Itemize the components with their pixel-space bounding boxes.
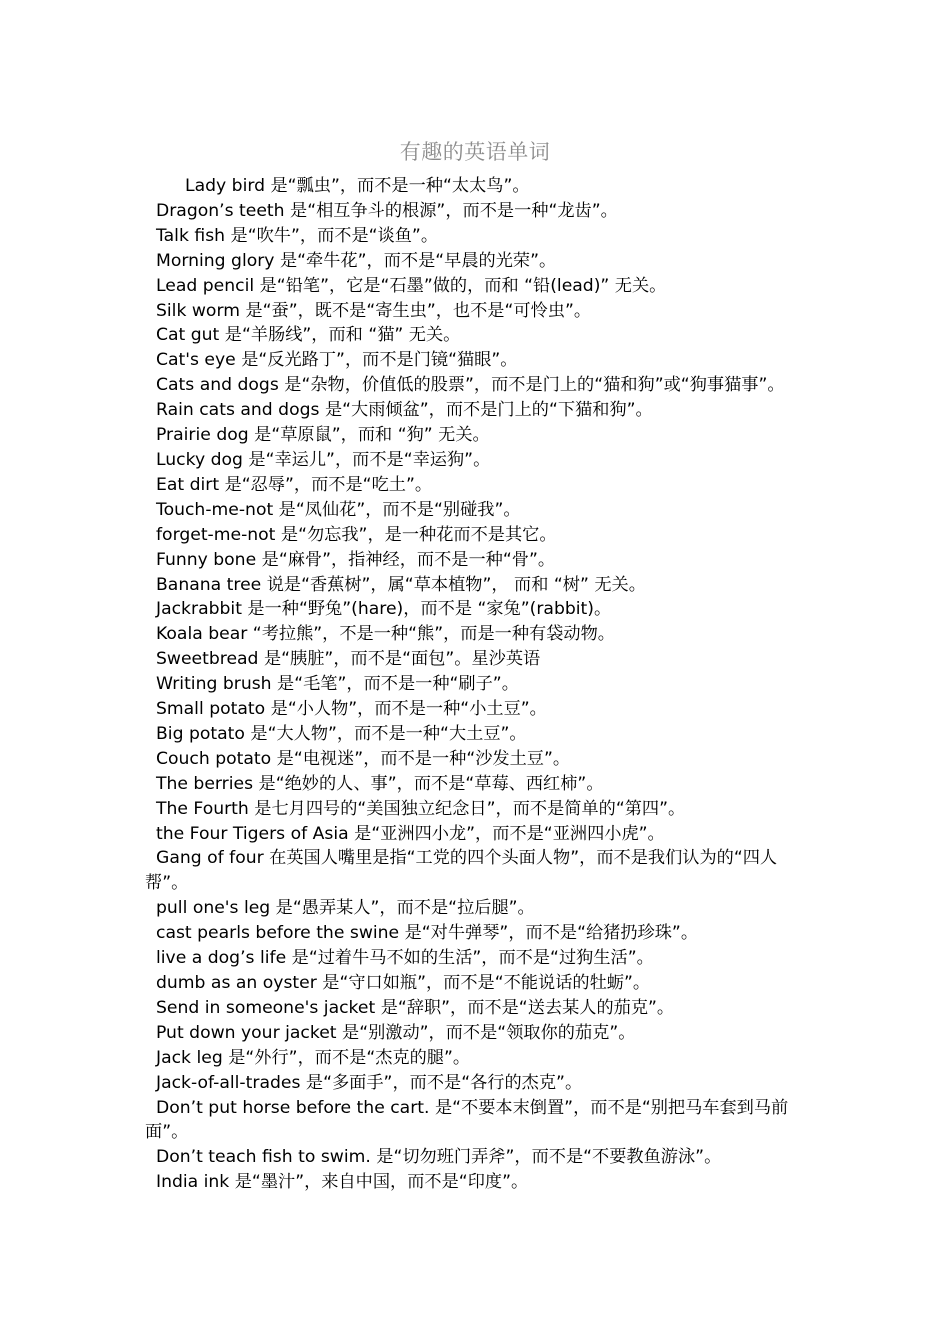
entry-english-term: Cat gut <box>156 325 220 346</box>
entry-chinese-meaning: 是“守口如瓶”，而不是“不能说话的牡蛎”。 <box>322 973 651 993</box>
entry-english-term: Banana tree <box>156 574 262 595</box>
list-item <box>145 199 817 224</box>
list-item <box>145 448 817 473</box>
entry-chinese-meaning: 说是“香蕉树”，属“草本植物”， 而和 “树” 无关。 <box>266 574 646 595</box>
list-item <box>145 622 817 647</box>
entry-english-term: Prairie dog <box>156 425 249 446</box>
entry-chinese-meaning: 是七月四号的“美国独立纪念日”，而不是简单的“第四”。 <box>254 798 686 819</box>
entry-english-term: Eat dirt <box>156 474 220 495</box>
entry-english-term: live a dog’s life <box>156 948 287 969</box>
entry-english-term: Don’t teach fish to swim. <box>156 1147 371 1168</box>
list-item <box>145 672 817 697</box>
entry-chinese-meaning: 是“羊肠线”，而和 “猫” 无关。 <box>224 325 461 346</box>
list-item <box>145 822 817 847</box>
entry-english-term: Lead pencil <box>156 275 255 296</box>
entry-chinese-meaning: 是一种“野兔”(hare)，而不是 “家兔”(rabbit)。 <box>247 599 612 620</box>
list-item <box>145 473 817 498</box>
entry-chinese-meaning: 是“过着牛马不如的生活”，而不是“过狗生活”。 <box>291 948 654 969</box>
list-item <box>145 174 817 199</box>
document-title: 有趣的英语单词 <box>399 140 551 164</box>
entry-chinese-meaning: 在英国人嘴里是指“工党的四个头面人物”，而不是我们认为的“四人帮”。 <box>145 848 778 894</box>
entry-chinese-meaning: 是“杂物，价值低的股票”，而不是门上的“猫和狗”或“狗事猫事”。 <box>284 375 785 396</box>
entry-chinese-meaning: 是“对牛弹琴”，而不是“给猪扔珍珠”。 <box>404 923 699 944</box>
entry-english-term: Talk fish <box>156 225 226 246</box>
entry-english-term: Cats and dogs <box>156 375 279 396</box>
entry-english-term: The berries <box>156 773 254 794</box>
entry-english-term: Writing brush <box>156 674 272 695</box>
list-item <box>145 722 817 747</box>
list-item <box>145 274 817 299</box>
entry-chinese-meaning: 是“多面手”，而不是“各行的杰克”。 <box>305 1072 583 1093</box>
entry-chinese-meaning: 是“草原鼠”，而和 “狗” 无关。 <box>254 425 490 446</box>
entry-chinese-meaning: 是“切勿班门弄斧”，而不是“不要教鱼游泳”。 <box>376 1147 722 1168</box>
entry-english-term: Sweetbread <box>156 649 259 670</box>
entry-english-term: India ink <box>156 1172 230 1193</box>
entry-chinese-meaning: 是“相互争斗的根源”，而不是一种“龙齿”。 <box>290 200 618 221</box>
entry-english-term: The Fourth <box>156 798 249 819</box>
list-item <box>145 772 817 797</box>
entry-english-term: Big potato <box>156 723 245 744</box>
entry-english-term: Touch-me-not <box>156 499 274 520</box>
entry-english-term: Send in someone's jacket <box>156 997 376 1018</box>
list-item <box>145 249 817 274</box>
entry-english-term: Morning glory <box>156 250 275 271</box>
entry-chinese-meaning: 是“牵牛花”，而不是“早晨的光荣”。 <box>279 250 557 271</box>
list-item <box>145 224 817 249</box>
entry-chinese-meaning: 是“麻骨”，指神经，而不是一种“骨”。 <box>261 549 556 570</box>
list-item <box>145 896 817 921</box>
list-item <box>145 1145 817 1170</box>
entry-english-term: dumb as an oyster <box>156 973 317 993</box>
list-item <box>145 971 817 996</box>
list-item <box>145 548 817 573</box>
entry-english-term: Put down your jacket <box>156 1022 337 1043</box>
entry-english-term: Lady bird <box>185 176 266 196</box>
list-item <box>145 299 817 324</box>
entry-english-term: Koala bear <box>156 624 248 645</box>
list-item <box>145 996 817 1021</box>
entry-chinese-meaning: 是“电视迷”，而不是一种“沙发土豆”。 <box>276 748 571 769</box>
entry-english-term: cast pearls before the swine <box>156 923 400 944</box>
list-item <box>145 797 817 822</box>
list-item <box>145 573 817 598</box>
entry-chinese-meaning: 是“绝妙的人、事”，而不是“草莓、西红柿”。 <box>258 773 604 794</box>
list-item <box>145 523 817 548</box>
entry-chinese-meaning: 是“外行”，而不是“杰克的腿”。 <box>228 1047 471 1068</box>
entry-chinese-meaning: 是“大雨倾盆”，而不是门上的“下猫和狗”。 <box>324 400 653 421</box>
list-item <box>145 846 817 896</box>
entry-chinese-meaning: “考拉熊”，不是一种“熊”，而是一种有袋动物。 <box>252 624 615 645</box>
list-item <box>145 597 817 622</box>
entry-english-term: Jack leg <box>156 1047 223 1068</box>
entry-chinese-meaning: 是“幸运儿”，而不是“幸运狗”。 <box>248 449 491 470</box>
list-item <box>145 348 817 373</box>
list-item <box>145 1071 817 1096</box>
entry-chinese-meaning: 是“凤仙花”，而不是“别碰我”。 <box>278 499 521 520</box>
entry-english-term: Dragon’s teeth <box>156 200 285 221</box>
entry-english-term: Cat's eye <box>156 350 236 371</box>
entry-english-term: Silk worm <box>156 300 240 321</box>
entry-english-term: Gang of four <box>156 848 264 869</box>
entry-chinese-meaning: 是“勿忘我”，是一种花而不是其它。 <box>280 524 557 545</box>
entry-english-term: Don’t put horse before the cart. <box>156 1097 430 1118</box>
entry-english-term: Couch potato <box>156 748 272 769</box>
list-item <box>145 498 817 523</box>
entry-chinese-meaning: 是“瓢虫”，而不是一种“太太鸟”。 <box>270 176 530 196</box>
list-item <box>145 946 817 971</box>
entry-list <box>145 174 817 1195</box>
entry-english-term: forget-me-not <box>156 524 276 545</box>
list-item <box>145 647 817 672</box>
list-item <box>145 921 817 946</box>
entry-chinese-meaning: 是“不要本末倒置”，而不是“别把马车套到马前面”。 <box>145 1097 789 1143</box>
entry-chinese-meaning: 是“墨汁”，来自中国，而不是“印度”。 <box>234 1172 529 1193</box>
entry-chinese-meaning: 是“忍辱”，而不是“吃土”。 <box>224 474 433 495</box>
entry-chinese-meaning: 是“吹牛”，而不是“谈鱼”。 <box>230 225 439 246</box>
list-item <box>145 697 817 722</box>
entry-english-term: Lucky dog <box>156 449 243 470</box>
entry-chinese-meaning: 是“蚕”，既不是“寄生虫”，也不是“可怜虫”。 <box>245 300 592 321</box>
list-item <box>145 1096 817 1146</box>
entry-english-term: pull one's leg <box>156 898 271 919</box>
entry-english-term: Jack-of-all-trades <box>156 1072 301 1093</box>
list-item <box>145 423 817 448</box>
entry-english-term: the Four Tigers of Asia <box>156 823 349 844</box>
entry-chinese-meaning: 是“毛笔”，而不是一种“刷子”。 <box>277 674 519 695</box>
list-item <box>145 323 817 348</box>
list-item <box>145 1046 817 1071</box>
entry-english-term: Rain cats and dogs <box>156 400 320 421</box>
entry-chinese-meaning: 是“大人物”，而不是一种“大土豆”。 <box>250 723 527 744</box>
list-item <box>145 398 817 423</box>
entry-english-term: Jackrabbit <box>156 599 242 620</box>
entry-english-term: Funny bone <box>156 549 257 570</box>
entry-chinese-meaning: 是“别激动”，而不是“领取你的茄克”。 <box>342 1022 636 1043</box>
entry-chinese-meaning: 是“辞职”，而不是“送去某人的茄克”。 <box>380 997 675 1018</box>
entry-english-term: Small potato <box>156 699 266 720</box>
entry-chinese-meaning: 是“反光路丁”，而不是门镜“猫眼”。 <box>241 350 518 371</box>
list-item <box>145 747 817 772</box>
list-item <box>145 1021 817 1046</box>
entry-chinese-meaning: 是“铅笔”，它是“石墨”做的，而和 “铅(lead)” 无关。 <box>259 275 667 296</box>
list-item <box>145 1170 817 1195</box>
entry-chinese-meaning: 是“小人物”，而不是一种“小土豆”。 <box>270 699 547 720</box>
entry-chinese-meaning: 是“亚洲四小龙”，而不是“亚洲四小虎”。 <box>354 823 665 844</box>
entry-chinese-meaning: 是“愚弄某人”，而不是“拉后腿”。 <box>275 898 535 919</box>
entry-chinese-meaning: 是“胰脏”，而不是“面包”。星沙英语 <box>263 649 541 670</box>
list-item <box>145 373 817 398</box>
